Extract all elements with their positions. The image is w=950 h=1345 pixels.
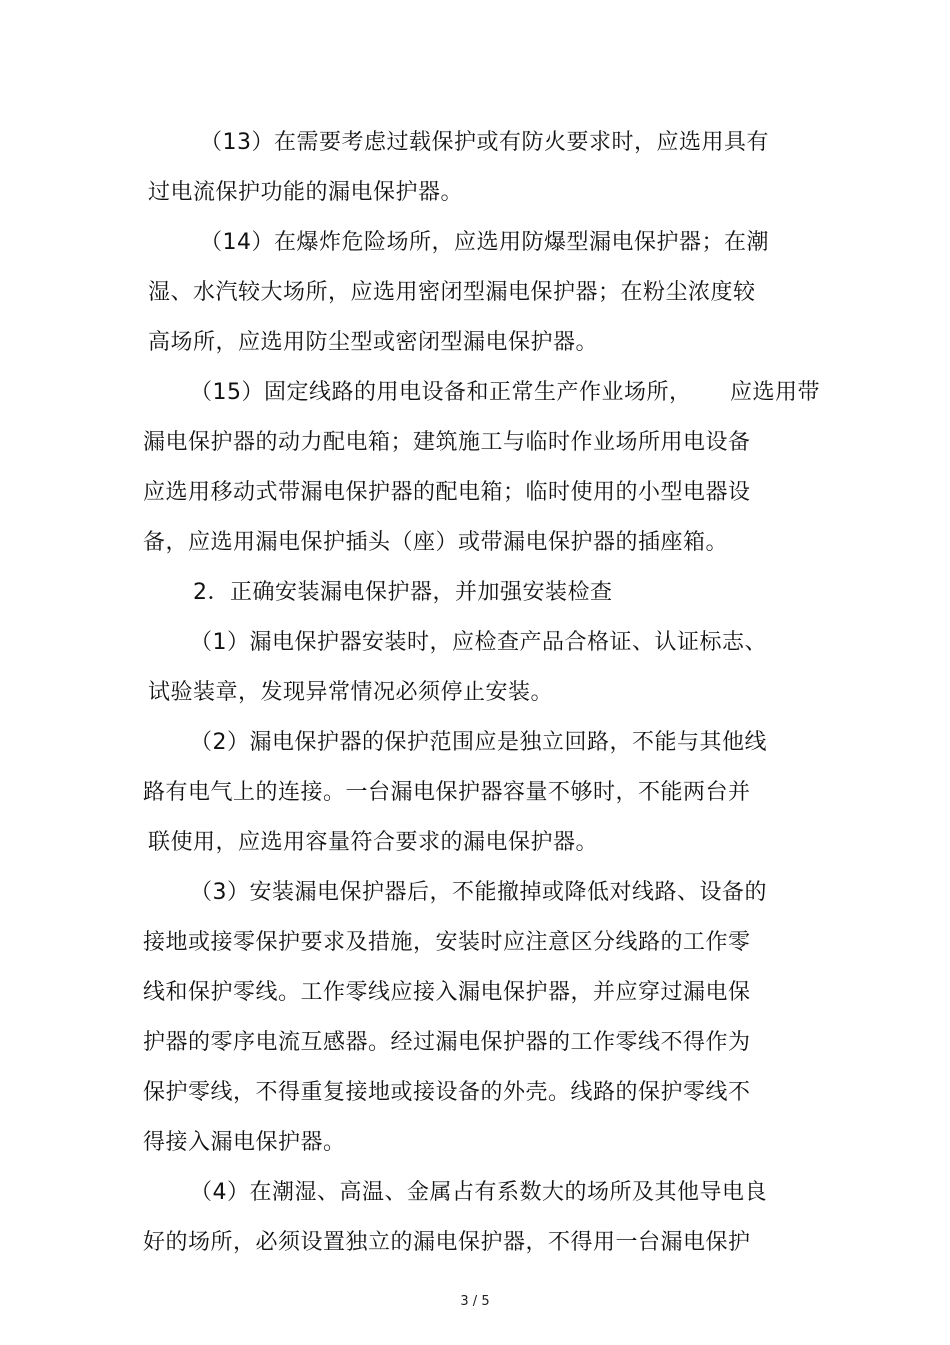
text-line-3-f: 得接入漏电保护器。 (143, 1130, 346, 1155)
text-line-14-b: 湿、水汽较大场所，应选用密闭型漏电保护器；在粉尘浓度较 (148, 280, 756, 305)
text-line-3-d: 护器的零序电流互感器。经过漏电保护器的工作零线不得作为 (143, 1030, 751, 1055)
text-line-15-c: 应选用移动式带漏电保护器的配电箱；临时使用的小型电器设 (143, 480, 751, 505)
text-line-3-c: 线和保护零线。工作零线应接入漏电保护器，并应穿过漏电保 (143, 980, 751, 1005)
text-line-2-a: （2）漏电保护器的保护范围应是独立回路，不能与其他线 (190, 730, 767, 755)
text-line-15-b: 漏电保护器的动力配电箱；建筑施工与临时作业场所用电设备 (143, 430, 751, 455)
text-line-2-b: 路有电气上的连接。一台漏电保护器容量不够时，不能两台并 (143, 780, 751, 805)
text-line-3-b: 接地或接零保护要求及措施，安装时应注意区分线路的工作零 (143, 930, 751, 955)
text-line-13-b: 过电流保护功能的漏电保护器。 (148, 180, 464, 205)
page-number: 3 / 5 (460, 1294, 490, 1309)
text-line-1-a: （1）漏电保护器安装时，应检查产品合格证、认证标志、 (190, 630, 767, 655)
text-line-2-c: 联使用，应选用容量符合要求的漏电保护器。 (148, 830, 599, 855)
text-line-3-e: 保护零线，不得重复接地或接设备的外壳。线路的保护零线不 (143, 1080, 751, 1105)
text-line-15-d: 备，应选用漏电保护插头（座）或带漏电保护器的插座箱。 (143, 530, 729, 555)
section-heading-2: 2．正确安装漏电保护器，并加强安装检查 (193, 580, 613, 605)
text-line-15-a-tail: 应选用带 (730, 380, 821, 405)
text-line-14-c: 高场所，应选用防尘型或密闭型漏电保护器。 (148, 330, 599, 355)
text-line-4-a: （4）在潮湿、高温、金属占有系数大的场所及其他导电良 (190, 1180, 767, 1205)
text-line-13-a: （13）在需要考虑过载保护或有防火要求时，应选用具有 (200, 130, 769, 155)
text-line-14-a: （14）在爆炸危险场所，应选用防爆型漏电保护器；在潮 (200, 230, 769, 255)
text-line-1-b: 试验装章，发现异常情况必须停止安装。 (148, 680, 554, 705)
text-line-15-a: （15）固定线路的用电设备和正常生产作业场所， (190, 380, 692, 405)
text-line-3-a: （3）安装漏电保护器后，不能撤掉或降低对线路、设备的 (190, 880, 767, 905)
text-line-4-b: 好的场所，必须设置独立的漏电保护器，不得用一台漏电保护 (143, 1230, 751, 1255)
